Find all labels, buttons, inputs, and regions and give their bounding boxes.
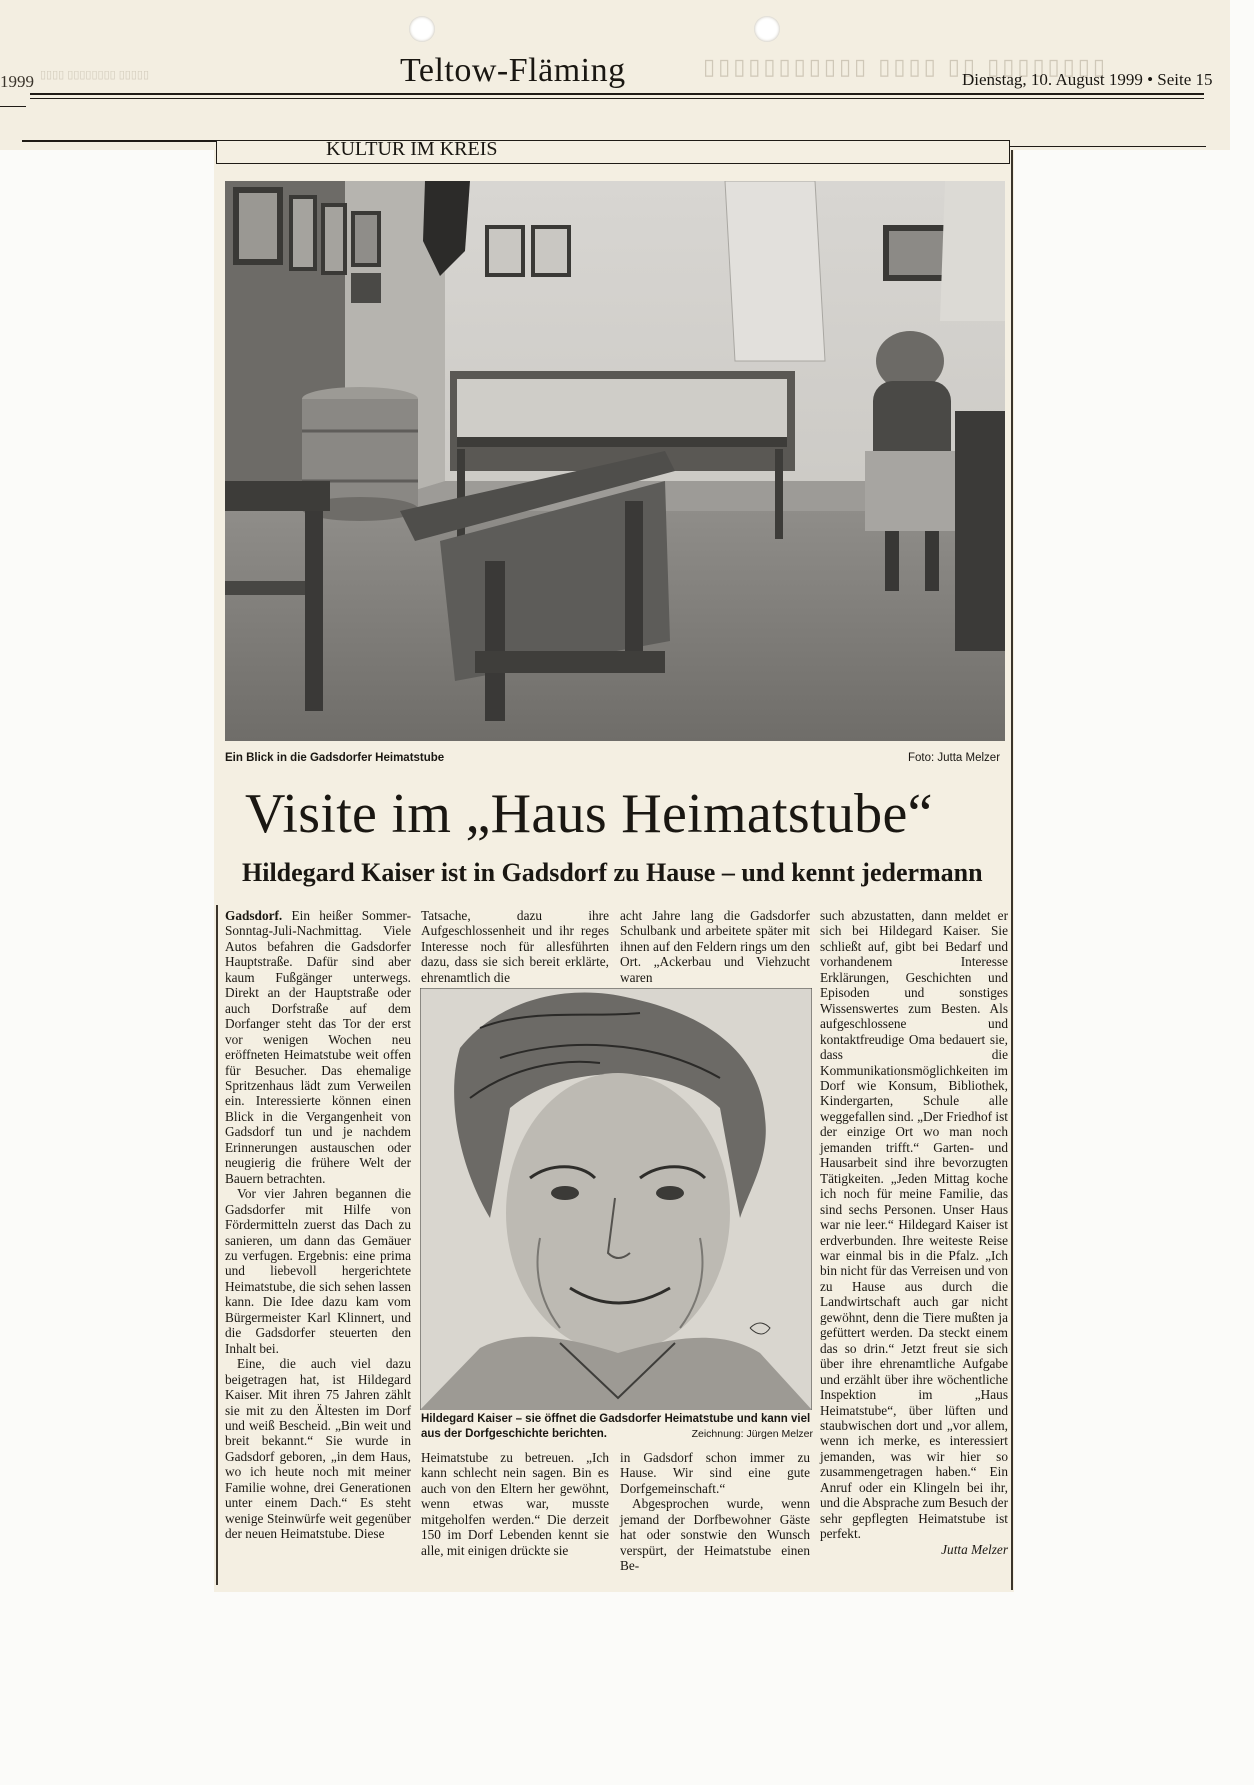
masthead: Teltow-Fläming xyxy=(400,52,626,89)
paragraph: Ein heißer Sommer-Sonntag-Juli-Nachmittag. Viele Autos befahren die Gadsdorfer Hauptstraße. Dafür sind aber kaum Fußgänger unterwegs. Direkt an der Hauptstraße oder auch Dorfstraße auf dem Dorfanger steht das Tor der erst vor wenigen Wochen neu eröffneten Heimatstube weit offen für Besucher. Das ehemalige Spritzenhaus lädt zum Verweilen ein. Interessierte können einen Blick in die Vergangenheit von Gadsdorf tun und je nachdem Erinnerungen austauschen oder neugierig die frühere Welt der Bauern betrachten. xyxy=(225,908,411,1186)
portrait-caption xyxy=(421,1412,813,1441)
column-4 xyxy=(820,908,1008,1557)
header-rule xyxy=(30,93,1204,95)
article-subhead: Hildegard Kaiser ist in Gadsdorf zu Hause – und kennt jedermann xyxy=(242,858,983,887)
paragraph: Tatsache, dazu ihre Aufgeschlossenheit und ihr reges Interesse noch für allesführten dazu, dass sie sich bereit erklärte, ehrenamtlich die xyxy=(421,908,609,985)
portrait-drawing xyxy=(420,988,812,1410)
column-rule xyxy=(216,905,218,1585)
issue-dateline: Dienstag, 10. August 1999 • Seite 15 xyxy=(962,70,1213,89)
paragraph: acht Jahre lang die Gadsdorfer Schulbank und arbeitete später mit ihnen auf den Feldern rings um den Ort. „Ackerbau und Viehzucht waren xyxy=(620,908,810,985)
edge-year: 1999 xyxy=(0,72,34,91)
photo-caption: Ein Blick in die Gadsdorfer Heimatstube xyxy=(225,752,445,764)
section-rule xyxy=(1010,146,1206,147)
article-headline: Visite im „Haus Heimatstube“ xyxy=(245,783,933,845)
bleed-through: ▯▯▯▯▯▯▯▯ ▯▯ ▯▯▯▯ ▯▯▯▯▯▯▯▯▯▯▯ xyxy=(700,54,1105,79)
paragraph: Abgesprochen wurde, wenn jemand der Dorfbewohner Gäste hat oder sonstwie den Wunsch verspürt, der Heimatstube einen Be- xyxy=(620,1496,810,1574)
paragraph: Heimatstube zu betreuen. „Ich kann schlecht nein sagen. Bin es auch von den Eltern her gewöhnt, wenn etwas war, musste mitgeholfen werden.“ Die derzeit 150 im Dorf Lebenden kennt sie alle, mit einigen drückte sie xyxy=(421,1450,609,1558)
header-rule xyxy=(30,98,1204,99)
portrait-caption-text: Hildegard Kaiser – sie öffnet die Gadsdorfer Heimatstube und kann viel aus der Dorfgeschichte berichten. xyxy=(421,1413,811,1440)
article-dateline: Gadsdorf. xyxy=(225,908,283,923)
edge-rule xyxy=(0,106,26,107)
punch-hole xyxy=(409,16,435,42)
paragraph: Eine, die auch viel dazu beigetragen hat, ist Hildegard Kaiser. Mit ihren 75 Jahren zählt sie mit zu den Ältesten im Dorf und weiß Bescheid. „Bin weit und breit bekannt.“ Sie wurde in Gadsdorf geboren, „in dem Haus, wo ich heute noch mit meiner Familie wohne, drei Generationen unter einem Dach.“ Es steht wenige Steinwürfe weit gegenüber der neuen Heimatstube. Diese xyxy=(225,1356,411,1542)
section-label: KULTUR IM KREIS xyxy=(326,138,498,160)
author-signature: Jutta Melzer xyxy=(941,1541,1008,1557)
column-2-bottom xyxy=(421,1450,609,1558)
column-3-top xyxy=(620,908,810,985)
column-2-top xyxy=(421,908,609,985)
paragraph: Vor vier Jahren begannen die Gadsdorfer mit Hilfe von Fördermitteln zuerst das Dach zu sanieren, um dann das Gemäuer zu verfugen. Ergebnis: eine prima und liebevoll hergerichtete Heimatstube, die sich sehen lassen kann. Die Idee dazu kam vom Bürgermeister Karl Klinnert, und die Gadsdorfer steuerten den Inhalt bei. xyxy=(225,1186,411,1356)
column-3-bottom xyxy=(620,1450,810,1574)
punch-hole xyxy=(754,16,780,42)
paragraph: in Gadsdorf schon immer zu Hause. Wir sind eine gute Dorfgemeinschaft.“ xyxy=(620,1450,810,1496)
paragraph: such abzustatten, dann meldet er sich bei Hildegard Kaiser. Sie schließt auf, gibt bei Bedarf und vorhandenem Interesse Erklärungen, Geschichten und Episoden und sonstiges Wissenswertes zum Besten. Als aufgeschlossene und kontaktfreudige Oma bedauert sie, dass die Kommunikationsmöglichkeiten im Dorf wie Konsum, Bibliothek, Kindergarten, Schule alle weggefallen sind. „Der Friedhof ist der einzige Ort wo man noch jemanden trifft.“ Garten- und Hausarbeit sind ihre bevorzugten Tätigkeiten. „Jeden Mittag koche ich noch für meine Familie, das sind sechs Personen. Unser Haus war nie leer.“ Hildegard Kaiser ist erdverbunden. Ihre weiteste Reise war einmal bis in die Pfalz. „Ich bin nicht für das Verreisen und von zu Hause aus durch die Landwirtschaft auch gar nicht gewöhnt, denn die Tiere mußten ja gefüttert werden. Da steckt einem das so drin.“ Jetzt freut sie sich über ihre ehrenamtliche Aufgabe und erzählt über ihre wöchentliche Inspektion im „Haus Heimatstube“, über lüften und staubwischen dort und „vor allem, wenn ich merke, es interessiert jemanden, was wir hier so zusammengetragen haben.“ Ein Anruf oder ein Klingeln bei ihr, und die Absprache zum Besuch der sehr gepflegten Heimatstube ist perfekt. xyxy=(820,908,1008,1542)
column-rule xyxy=(1011,150,1013,1590)
bleed-through: ▯▯▯▯ ▯▯▯▯▯▯▯▯ ▯▯▯▯▯ xyxy=(40,69,150,81)
portrait-credit: Zeichnung: Jürgen Melzer xyxy=(691,1427,813,1440)
heimatstube-photo xyxy=(225,181,1005,741)
photo-credit: Foto: Jutta Melzer xyxy=(908,752,1001,764)
section-rule xyxy=(22,140,216,142)
column-1 xyxy=(225,908,411,1542)
